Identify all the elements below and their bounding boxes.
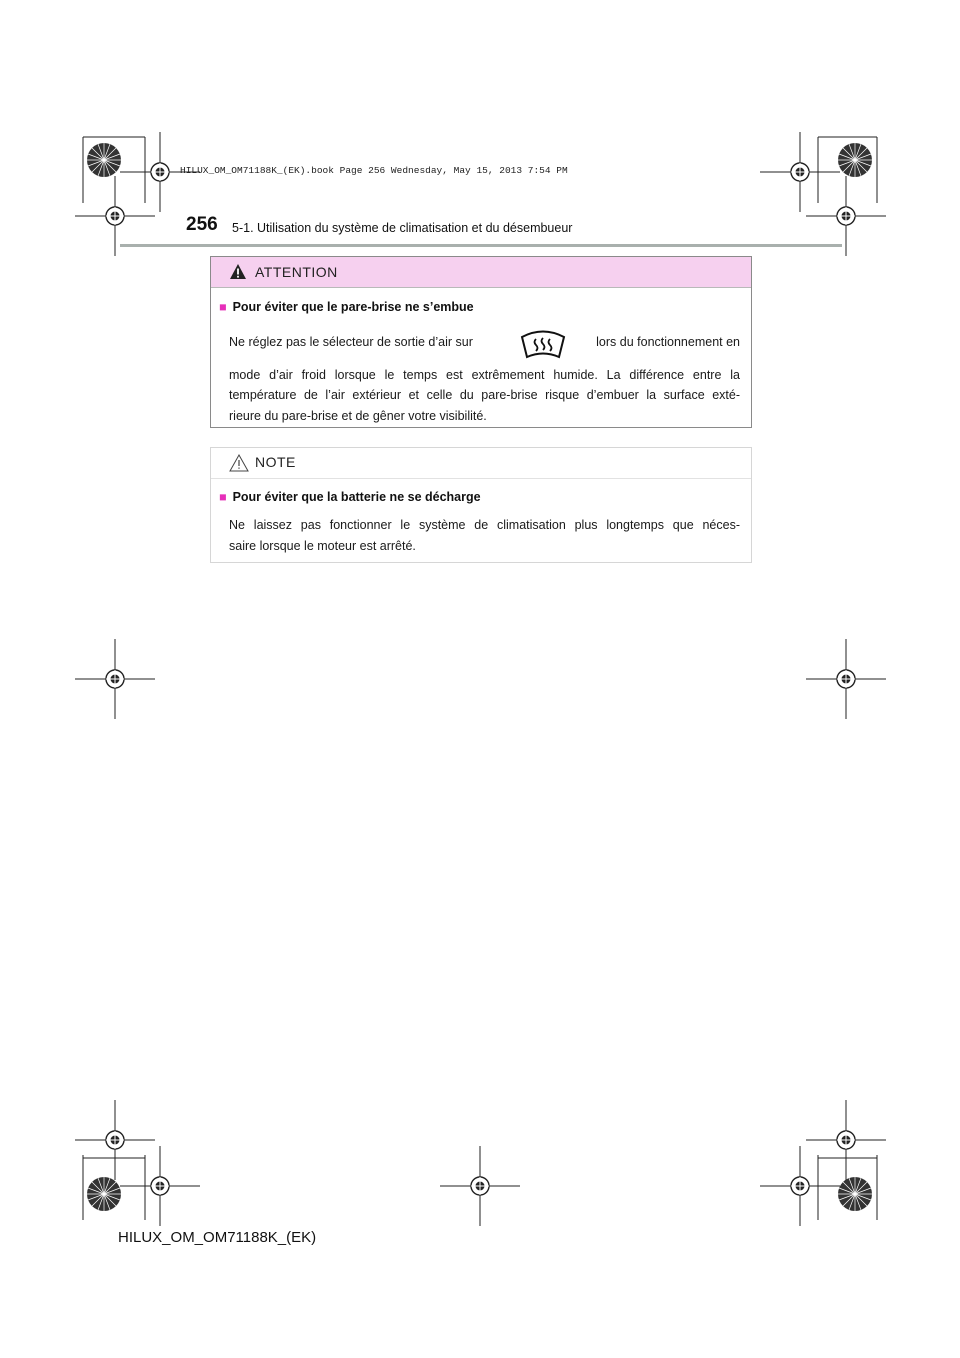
note-header xyxy=(211,448,751,479)
note-paragraph xyxy=(229,515,740,556)
attention-header xyxy=(211,257,751,288)
attention-paragraph xyxy=(229,332,740,426)
attention-line4: rieure du pare-brise et de gêner votre visibilité. xyxy=(229,408,487,423)
note-bullet-title: ■ Pour éviter que la batterie ne se décharge xyxy=(219,490,481,504)
page-number: 256 xyxy=(186,214,218,235)
attention-box xyxy=(210,256,752,428)
warning-triangle-icon xyxy=(229,263,247,280)
header-rule xyxy=(120,244,842,247)
windshield-defrost-icon xyxy=(519,325,567,359)
bullet-square-icon: ■ xyxy=(219,490,227,504)
caution-triangle-icon xyxy=(229,454,249,472)
note-line2: saire lorsque le moteur est arrêté. xyxy=(229,538,416,553)
note-box xyxy=(210,447,752,563)
bullet-square-icon: ■ xyxy=(219,300,227,314)
attention-bullet-title: ■ Pour éviter que le pare-brise ne s’embue xyxy=(219,300,474,314)
printer-info-line: HILUX_OM_OM71188K_(EK).book Page 256 Wednesday, May 15, 2013 7:54 PM xyxy=(180,165,568,176)
footer-model-code: HILUX_OM_OM71188K_(EK) xyxy=(118,1229,317,1246)
attention-line2: mode d’air froid lorsque le temps est extrêmement humide. La différence entre la xyxy=(229,367,740,382)
attention-label: ATTENTION xyxy=(255,264,338,280)
note-line1: Ne laissez pas fonctionner le système de climatisation plus longtemps que néces- xyxy=(229,518,740,532)
section-title: 5-1. Utilisation du système de climatisation et du désembueur xyxy=(232,221,573,235)
attention-line1-after: lors du fonctionnement en xyxy=(596,335,740,349)
attention-line3: température de l’air extérieur et celle du pare-brise risque d’embuer la surface exté- xyxy=(229,388,740,402)
note-label: NOTE xyxy=(255,454,296,470)
attention-line1-before: Ne réglez pas le sélecteur de sortie d’air sur xyxy=(229,335,473,349)
